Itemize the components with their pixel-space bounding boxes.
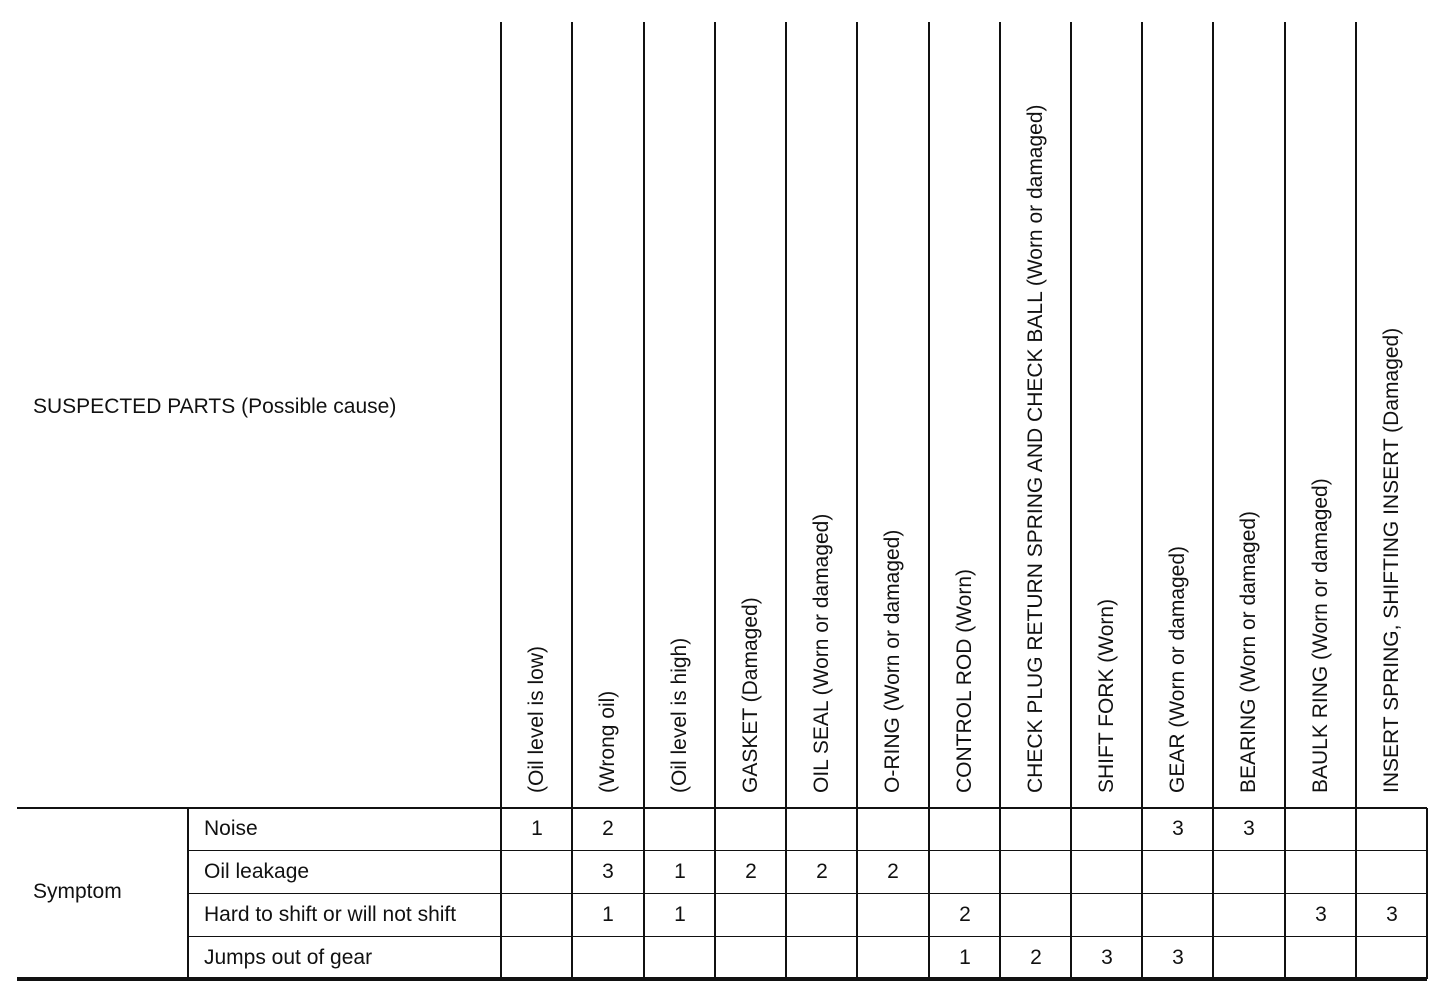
header-bottom-line — [17, 807, 1427, 809]
table-cell-value: 1 — [602, 903, 614, 926]
table-cell-value: 2 — [745, 860, 757, 883]
table-cell-value: 1 — [959, 946, 971, 969]
table-cell-value: 2 — [816, 860, 828, 883]
column-header: SHIFT FORK (Worn) — [1094, 598, 1118, 793]
table-cell-value: 1 — [674, 903, 686, 926]
column-divider — [1070, 22, 1072, 979]
suspected-parts-label: SUSPECTED PARTS (Possible cause) — [33, 395, 397, 418]
row-divider — [187, 936, 1427, 937]
symptom-row-label: Noise — [204, 817, 258, 840]
symptom-row-label: Oil leakage — [204, 860, 310, 883]
table-cell-value: 2 — [959, 903, 971, 926]
symptom-row-label: Hard to shift or will not shift — [204, 903, 457, 926]
table-cell-value: 2 — [887, 860, 899, 883]
table-cell-value: 3 — [1101, 946, 1113, 969]
table-cell-value: 3 — [1315, 903, 1327, 926]
column-header: O-RING (Worn or damaged) — [881, 529, 904, 793]
column-header: CHECK PLUG RETURN SPRING AND CHECK BALL (Worn or damaged) — [1023, 104, 1047, 793]
table-cell-value: 3 — [1386, 903, 1398, 926]
column-header: CONTROL ROD (Worn) — [952, 568, 976, 793]
column-header: GEAR (Worn or damaged) — [1165, 545, 1189, 793]
table-cell-value: 1 — [531, 817, 543, 840]
column-divider — [1284, 22, 1286, 979]
column-header: OIL SEAL (Worn or damaged) — [809, 513, 833, 793]
column-header: (Oil level is low) — [524, 645, 548, 793]
table-cell-value: 3 — [602, 860, 614, 883]
table-cell-value: 1 — [674, 860, 686, 883]
column-header: (Oil level is high) — [667, 637, 691, 793]
column-header: BEARING (Worn or damaged) — [1237, 510, 1260, 793]
table-cell-value: 2 — [1030, 946, 1042, 969]
table-cell-value: 3 — [1243, 817, 1255, 840]
column-header: (Wrong oil) — [596, 690, 619, 793]
table-cell-value: 3 — [1172, 946, 1184, 969]
table-cell-value: 2 — [602, 817, 614, 840]
column-header: BAULK RING (Worn or damaged) — [1308, 478, 1332, 793]
column-header: GASKET (Damaged) — [738, 597, 762, 793]
column-divider — [1355, 22, 1357, 979]
row-divider — [187, 850, 1427, 851]
table-cell-value: 3 — [1172, 817, 1184, 840]
column-divider — [999, 22, 1001, 979]
column-divider — [714, 22, 716, 979]
column-divider — [643, 22, 645, 979]
symptom-label: Symptom — [33, 880, 122, 903]
column-divider — [856, 22, 858, 979]
column-divider — [928, 22, 930, 979]
column-divider — [785, 22, 787, 979]
symptom-row-label: Jumps out of gear — [204, 946, 373, 969]
column-header: INSERT SPRING, SHIFTING INSERT (Damaged) — [1379, 327, 1403, 793]
table-bottom-line — [17, 977, 1427, 981]
row-divider — [187, 893, 1427, 894]
